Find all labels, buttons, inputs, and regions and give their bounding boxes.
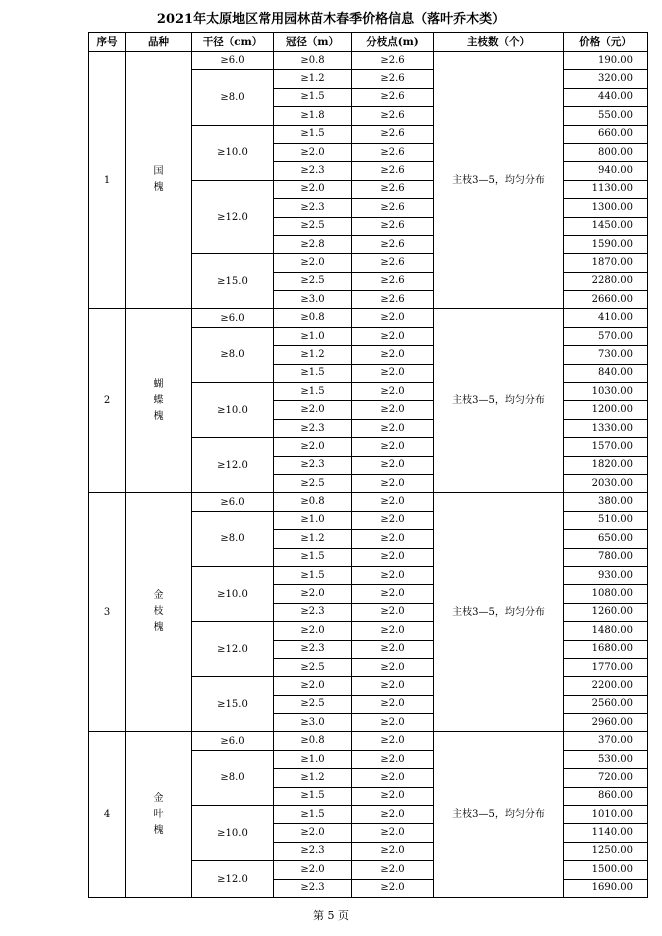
trunk-diameter-cell: ≥15.0 xyxy=(192,254,274,309)
trunk-diameter-cell: ≥6.0 xyxy=(192,309,274,327)
branch-point-cell: ≥2.6 xyxy=(352,217,434,235)
serial-number-cell: 3 xyxy=(89,493,126,732)
price-cell: 1450.00 xyxy=(564,217,648,235)
trunk-diameter-cell: ≥8.0 xyxy=(192,511,274,566)
price-cell: 780.00 xyxy=(564,548,648,566)
page-number: 第 5 页 xyxy=(313,909,349,922)
price-cell: 940.00 xyxy=(564,162,648,180)
trunk-diameter-cell: ≥10.0 xyxy=(192,806,274,861)
price-cell: 1030.00 xyxy=(564,383,648,401)
crown-diameter-cell: ≥2.8 xyxy=(274,235,352,253)
page-title: 2021年太原地区常用园林苗木春季价格信息（落叶乔木类） xyxy=(156,12,506,27)
crown-diameter-cell: ≥2.5 xyxy=(274,474,352,492)
branch-point-cell: ≥2.0 xyxy=(352,879,434,897)
branch-point-cell: ≥2.6 xyxy=(352,70,434,88)
crown-diameter-cell: ≥2.0 xyxy=(274,622,352,640)
crown-diameter-cell: ≥1.5 xyxy=(274,787,352,805)
crown-diameter-cell: ≥1.0 xyxy=(274,750,352,768)
price-cell: 2960.00 xyxy=(564,714,648,732)
price-cell: 370.00 xyxy=(564,732,648,750)
crown-diameter-cell: ≥2.3 xyxy=(274,603,352,621)
crown-diameter-cell: ≥1.2 xyxy=(274,346,352,364)
price-cell: 1260.00 xyxy=(564,603,648,621)
branch-point-cell: ≥2.0 xyxy=(352,309,434,327)
crown-diameter-cell: ≥2.0 xyxy=(274,824,352,842)
price-cell: 660.00 xyxy=(564,125,648,143)
crown-diameter-cell: ≥1.5 xyxy=(274,566,352,584)
branch-point-cell: ≥2.0 xyxy=(352,750,434,768)
branch-point-cell: ≥2.0 xyxy=(352,695,434,713)
crown-diameter-cell: ≥1.5 xyxy=(274,383,352,401)
branch-point-cell: ≥2.0 xyxy=(352,842,434,860)
price-cell: 1500.00 xyxy=(564,861,648,879)
header-trunk-diameter: 干径（cm） xyxy=(192,33,274,52)
price-cell: 380.00 xyxy=(564,493,648,511)
trunk-diameter-cell: ≥12.0 xyxy=(192,438,274,493)
price-cell: 1820.00 xyxy=(564,456,648,474)
price-cell: 550.00 xyxy=(564,107,648,125)
branch-point-cell: ≥2.0 xyxy=(352,419,434,437)
crown-diameter-cell: ≥2.0 xyxy=(274,401,352,419)
crown-diameter-cell: ≥1.2 xyxy=(274,530,352,548)
trunk-diameter-cell: ≥10.0 xyxy=(192,566,274,621)
crown-diameter-cell: ≥2.5 xyxy=(274,217,352,235)
table-row xyxy=(89,493,648,511)
branch-point-cell: ≥2.6 xyxy=(352,52,434,70)
serial-number-cell: 1 xyxy=(89,52,126,309)
price-cell: 2280.00 xyxy=(564,272,648,290)
trunk-diameter-cell: ≥6.0 xyxy=(192,493,274,511)
trunk-diameter-cell: ≥8.0 xyxy=(192,327,274,382)
crown-diameter-cell: ≥2.3 xyxy=(274,456,352,474)
crown-diameter-cell: ≥2.3 xyxy=(274,640,352,658)
price-cell: 530.00 xyxy=(564,750,648,768)
branch-point-cell: ≥2.0 xyxy=(352,658,434,676)
crown-diameter-cell: ≥3.0 xyxy=(274,291,352,309)
trunk-diameter-cell: ≥10.0 xyxy=(192,383,274,438)
price-cell: 1690.00 xyxy=(564,879,648,897)
price-cell: 730.00 xyxy=(564,346,648,364)
crown-diameter-cell: ≥3.0 xyxy=(274,714,352,732)
price-cell: 720.00 xyxy=(564,769,648,787)
price-cell: 650.00 xyxy=(564,530,648,548)
price-cell: 800.00 xyxy=(564,143,648,161)
branch-point-cell: ≥2.6 xyxy=(352,254,434,272)
branch-point-cell: ≥2.0 xyxy=(352,769,434,787)
crown-diameter-cell: ≥1.5 xyxy=(274,806,352,824)
price-cell: 2200.00 xyxy=(564,677,648,695)
serial-number-cell: 2 xyxy=(89,309,126,493)
serial-number-cell: 4 xyxy=(89,732,126,898)
trunk-diameter-cell: ≥8.0 xyxy=(192,70,274,125)
trunk-diameter-cell: ≥12.0 xyxy=(192,622,274,677)
branch-point-cell: ≥2.0 xyxy=(352,401,434,419)
variety-name: 金枝槐 xyxy=(153,590,164,634)
price-cell: 410.00 xyxy=(564,309,648,327)
branch-point-cell: ≥2.0 xyxy=(352,861,434,879)
trunk-diameter-cell: ≥6.0 xyxy=(192,732,274,750)
price-cell: 1250.00 xyxy=(564,842,648,860)
branch-point-cell: ≥2.0 xyxy=(352,603,434,621)
price-cell: 1140.00 xyxy=(564,824,648,842)
branch-point-cell: ≥2.6 xyxy=(352,199,434,217)
variety-name: 金叶槐 xyxy=(153,792,164,836)
price-cell: 2660.00 xyxy=(564,291,648,309)
trunk-diameter-cell: ≥8.0 xyxy=(192,750,274,805)
crown-diameter-cell: ≥0.8 xyxy=(274,309,352,327)
crown-diameter-cell: ≥1.5 xyxy=(274,125,352,143)
main-branches-cell: 主枝3—5，均匀分布 xyxy=(434,52,564,309)
crown-diameter-cell: ≥2.5 xyxy=(274,272,352,290)
price-cell: 840.00 xyxy=(564,364,648,382)
variety-name: 国槐 xyxy=(153,166,164,194)
price-cell: 930.00 xyxy=(564,566,648,584)
price-cell: 2560.00 xyxy=(564,695,648,713)
branch-point-cell: ≥2.0 xyxy=(352,327,434,345)
branch-point-cell: ≥2.0 xyxy=(352,640,434,658)
crown-diameter-cell: ≥2.5 xyxy=(274,695,352,713)
variety-cell xyxy=(126,493,192,732)
crown-diameter-cell: ≥2.3 xyxy=(274,162,352,180)
variety-cell xyxy=(126,52,192,309)
branch-point-cell: ≥2.0 xyxy=(352,677,434,695)
table-body xyxy=(89,52,648,898)
price-cell: 1330.00 xyxy=(564,419,648,437)
table-row xyxy=(89,52,648,70)
crown-diameter-cell: ≥2.3 xyxy=(274,199,352,217)
branch-point-cell: ≥2.0 xyxy=(352,566,434,584)
variety-cell xyxy=(126,309,192,493)
price-cell: 320.00 xyxy=(564,70,648,88)
branch-point-cell: ≥2.6 xyxy=(352,180,434,198)
branch-point-cell: ≥2.6 xyxy=(352,107,434,125)
branch-point-cell: ≥2.0 xyxy=(352,364,434,382)
main-branches-cell: 主枝3—5，均匀分布 xyxy=(434,309,564,493)
price-cell: 1870.00 xyxy=(564,254,648,272)
table-header-row xyxy=(89,33,648,52)
branch-point-cell: ≥2.0 xyxy=(352,548,434,566)
crown-diameter-cell: ≥1.5 xyxy=(274,88,352,106)
header-variety: 品种 xyxy=(126,33,192,52)
crown-diameter-cell: ≥2.0 xyxy=(274,254,352,272)
variety-name: 蝴蝶槐 xyxy=(153,378,164,422)
branch-point-cell: ≥2.0 xyxy=(352,456,434,474)
price-cell: 1080.00 xyxy=(564,585,648,603)
crown-diameter-cell: ≥1.8 xyxy=(274,107,352,125)
branch-point-cell: ≥2.6 xyxy=(352,88,434,106)
crown-diameter-cell: ≥0.8 xyxy=(274,732,352,750)
price-table xyxy=(88,32,648,898)
price-cell: 190.00 xyxy=(564,52,648,70)
price-cell: 1300.00 xyxy=(564,199,648,217)
trunk-diameter-cell: ≥6.0 xyxy=(192,52,274,70)
trunk-diameter-cell: ≥10.0 xyxy=(192,125,274,180)
crown-diameter-cell: ≥1.2 xyxy=(274,70,352,88)
branch-point-cell: ≥2.0 xyxy=(352,622,434,640)
branch-point-cell: ≥2.0 xyxy=(352,824,434,842)
crown-diameter-cell: ≥2.0 xyxy=(274,861,352,879)
price-cell: 1010.00 xyxy=(564,806,648,824)
crown-diameter-cell: ≥2.3 xyxy=(274,419,352,437)
branch-point-cell: ≥2.0 xyxy=(352,438,434,456)
branch-point-cell: ≥2.0 xyxy=(352,346,434,364)
price-cell: 440.00 xyxy=(564,88,648,106)
branch-point-cell: ≥2.6 xyxy=(352,143,434,161)
header-branch-point: 分枝点(m) xyxy=(352,33,434,52)
crown-diameter-cell: ≥1.5 xyxy=(274,364,352,382)
crown-diameter-cell: ≥2.3 xyxy=(274,842,352,860)
main-branches-cell: 主枝3—5，均匀分布 xyxy=(434,732,564,898)
price-cell: 570.00 xyxy=(564,327,648,345)
price-cell: 1480.00 xyxy=(564,622,648,640)
branch-point-cell: ≥2.0 xyxy=(352,714,434,732)
crown-diameter-cell: ≥2.0 xyxy=(274,585,352,603)
header-main-branches: 主枝数（个） xyxy=(434,33,564,52)
branch-point-cell: ≥2.0 xyxy=(352,383,434,401)
price-cell: 1200.00 xyxy=(564,401,648,419)
crown-diameter-cell: ≥2.0 xyxy=(274,143,352,161)
price-cell: 1770.00 xyxy=(564,658,648,676)
price-cell: 1680.00 xyxy=(564,640,648,658)
branch-point-cell: ≥2.0 xyxy=(352,806,434,824)
branch-point-cell: ≥2.6 xyxy=(352,125,434,143)
crown-diameter-cell: ≥1.0 xyxy=(274,511,352,529)
crown-diameter-cell: ≥2.3 xyxy=(274,879,352,897)
trunk-diameter-cell: ≥12.0 xyxy=(192,861,274,898)
crown-diameter-cell: ≥2.0 xyxy=(274,677,352,695)
price-cell: 860.00 xyxy=(564,787,648,805)
trunk-diameter-cell: ≥12.0 xyxy=(192,180,274,254)
crown-diameter-cell: ≥1.5 xyxy=(274,548,352,566)
crown-diameter-cell: ≥1.2 xyxy=(274,769,352,787)
price-cell: 2030.00 xyxy=(564,474,648,492)
branch-point-cell: ≥2.6 xyxy=(352,291,434,309)
crown-diameter-cell: ≥0.8 xyxy=(274,493,352,511)
trunk-diameter-cell: ≥15.0 xyxy=(192,677,274,732)
table-row xyxy=(89,732,648,750)
branch-point-cell: ≥2.0 xyxy=(352,511,434,529)
crown-diameter-cell: ≥1.0 xyxy=(274,327,352,345)
price-cell: 1590.00 xyxy=(564,235,648,253)
branch-point-cell: ≥2.6 xyxy=(352,235,434,253)
price-cell: 1570.00 xyxy=(564,438,648,456)
branch-point-cell: ≥2.0 xyxy=(352,585,434,603)
crown-diameter-cell: ≥0.8 xyxy=(274,52,352,70)
main-branches-cell: 主枝3—5，均匀分布 xyxy=(434,493,564,732)
branch-point-cell: ≥2.6 xyxy=(352,162,434,180)
price-cell: 510.00 xyxy=(564,511,648,529)
header-price: 价格（元） xyxy=(564,33,648,52)
price-cell: 1130.00 xyxy=(564,180,648,198)
branch-point-cell: ≥2.6 xyxy=(352,272,434,290)
variety-cell xyxy=(126,732,192,898)
table-row xyxy=(89,309,648,327)
crown-diameter-cell: ≥2.0 xyxy=(274,438,352,456)
branch-point-cell: ≥2.0 xyxy=(352,530,434,548)
branch-point-cell: ≥2.0 xyxy=(352,787,434,805)
header-crown-diameter: 冠径（m） xyxy=(274,33,352,52)
crown-diameter-cell: ≥2.0 xyxy=(274,180,352,198)
crown-diameter-cell: ≥2.5 xyxy=(274,658,352,676)
branch-point-cell: ≥2.0 xyxy=(352,732,434,750)
header-no: 序号 xyxy=(89,33,126,52)
branch-point-cell: ≥2.0 xyxy=(352,474,434,492)
branch-point-cell: ≥2.0 xyxy=(352,493,434,511)
